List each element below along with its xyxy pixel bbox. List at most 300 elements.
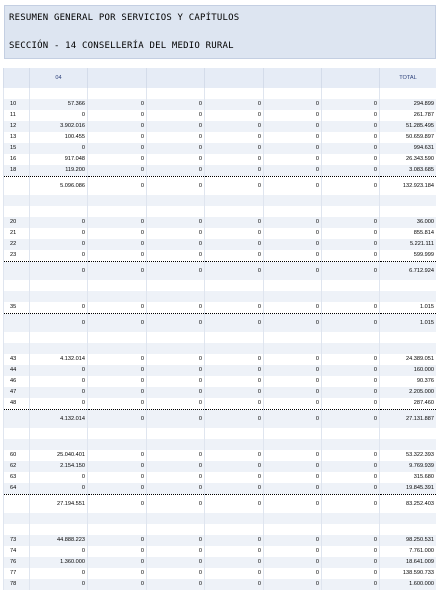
chapter-code-cell: 76 <box>4 557 30 568</box>
value-cell: 0 <box>205 165 264 177</box>
chapter-code-cell: 12 <box>4 121 30 132</box>
value-cell: 0 <box>264 132 322 143</box>
value-cell: 0 <box>88 354 147 365</box>
empty-cell <box>264 291 322 302</box>
value-cell: 0 <box>264 579 322 590</box>
table-row <box>4 365 437 376</box>
value-cell: 0 <box>322 535 380 546</box>
empty-cell <box>88 513 147 524</box>
value-cell: 0 <box>322 354 380 365</box>
total-cell: 138.590.733 <box>380 568 437 579</box>
chapter-code-cell: 44 <box>4 365 30 376</box>
value-cell: 0 <box>322 314 380 333</box>
total-cell: 50.659.897 <box>380 132 437 143</box>
empty-cell <box>205 88 264 99</box>
empty-cell <box>30 524 88 535</box>
empty-cell <box>88 280 147 291</box>
chapter-code-cell: 73 <box>4 535 30 546</box>
value-cell: 0 <box>205 472 264 483</box>
empty-cell <box>30 428 88 439</box>
value-cell: 0 <box>88 239 147 250</box>
value-cell: 0 <box>322 239 380 250</box>
value-cell: 0 <box>205 121 264 132</box>
value-cell: 0 <box>264 177 322 196</box>
empty-cell <box>205 513 264 524</box>
blank-row <box>4 332 437 343</box>
chapter-code-cell: 23 <box>4 250 30 262</box>
empty-cell <box>88 428 147 439</box>
table-row <box>4 398 437 410</box>
value-cell: 0 <box>147 568 205 579</box>
value-cell: 0 <box>88 579 147 590</box>
value-cell: 0 <box>147 239 205 250</box>
table-row <box>4 143 437 154</box>
table-row <box>4 239 437 250</box>
empty-cell <box>264 195 322 206</box>
header-col-3 <box>88 68 147 88</box>
empty-cell <box>4 343 30 354</box>
value-cell: 0 <box>88 546 147 557</box>
table-row <box>4 302 437 314</box>
value-cell: 0 <box>322 450 380 461</box>
subtotal-row <box>4 262 437 281</box>
empty-cell <box>264 88 322 99</box>
value-cell: 25.040.401 <box>30 450 88 461</box>
value-cell: 0 <box>88 450 147 461</box>
empty-cell <box>88 524 147 535</box>
table-row <box>4 472 437 483</box>
value-cell: 0 <box>88 365 147 376</box>
value-cell: 119.200 <box>30 165 88 177</box>
value-cell: 0 <box>205 365 264 376</box>
value-cell: 0 <box>88 495 147 514</box>
total-cell: 51.285.495 <box>380 121 437 132</box>
value-cell: 0 <box>88 398 147 410</box>
total-cell: 3.083.685 <box>380 165 437 177</box>
header-chapter <box>4 68 30 88</box>
empty-cell <box>322 291 380 302</box>
total-cell: 599.999 <box>380 250 437 262</box>
table-row <box>4 110 437 121</box>
value-cell: 0 <box>322 154 380 165</box>
blank-row <box>4 195 437 206</box>
value-cell: 0 <box>147 228 205 239</box>
value-cell: 0 <box>30 239 88 250</box>
table-row <box>4 535 437 546</box>
total-cell: 2.205.000 <box>380 387 437 398</box>
value-cell: 0 <box>205 398 264 410</box>
value-cell: 0 <box>147 165 205 177</box>
value-cell: 4.132.014 <box>30 354 88 365</box>
value-cell: 100.455 <box>30 132 88 143</box>
value-cell: 2.154.150 <box>30 461 88 472</box>
value-cell: 0 <box>88 557 147 568</box>
value-cell: 0 <box>88 250 147 262</box>
blank-row <box>4 343 437 354</box>
empty-cell <box>30 513 88 524</box>
value-cell: 0 <box>88 165 147 177</box>
value-cell: 0 <box>205 302 264 314</box>
value-cell: 0 <box>264 365 322 376</box>
table-row <box>4 557 437 568</box>
blank-row <box>4 291 437 302</box>
chapter-code-cell: 43 <box>4 354 30 365</box>
table-row <box>4 217 437 228</box>
total-cell: 5.221.111 <box>380 239 437 250</box>
empty-cell <box>322 206 380 217</box>
value-cell: 0 <box>205 154 264 165</box>
value-cell: 0 <box>88 376 147 387</box>
header-total: TOTAL <box>380 68 437 88</box>
empty-cell <box>322 195 380 206</box>
value-cell: 0 <box>147 132 205 143</box>
value-cell: 0 <box>205 568 264 579</box>
value-cell: 0 <box>30 250 88 262</box>
table-row <box>4 483 437 495</box>
table-row <box>4 546 437 557</box>
total-cell: 18.641.009 <box>380 557 437 568</box>
value-cell: 0 <box>88 110 147 121</box>
value-cell: 0 <box>322 165 380 177</box>
total-cell: 27.131.887 <box>380 410 437 429</box>
empty-cell <box>147 524 205 535</box>
empty-cell <box>30 439 88 450</box>
value-cell: 0 <box>30 568 88 579</box>
value-cell: 0 <box>322 546 380 557</box>
value-cell: 0 <box>30 143 88 154</box>
value-cell: 0 <box>264 314 322 333</box>
blank-row <box>4 428 437 439</box>
empty-cell <box>205 439 264 450</box>
chapter-code-cell: 74 <box>4 546 30 557</box>
empty-cell <box>322 280 380 291</box>
chapter-code-cell: 77 <box>4 568 30 579</box>
total-cell: 1.600.000 <box>380 579 437 590</box>
value-cell: 0 <box>322 557 380 568</box>
section-title: SECCIÓN - 14 CONSELLERÍA DEL MEDIO RURAL <box>9 41 234 51</box>
value-cell: 0 <box>30 398 88 410</box>
value-cell: 0 <box>30 365 88 376</box>
value-cell: 0 <box>264 302 322 314</box>
value-cell: 0 <box>264 483 322 495</box>
value-cell: 0 <box>322 250 380 262</box>
empty-cell <box>147 195 205 206</box>
value-cell: 0 <box>264 99 322 110</box>
empty-cell <box>322 513 380 524</box>
value-cell: 0 <box>147 110 205 121</box>
table-row <box>4 99 437 110</box>
value-cell: 0 <box>264 398 322 410</box>
value-cell: 0 <box>264 110 322 121</box>
value-cell: 0 <box>205 450 264 461</box>
empty-cell <box>4 280 30 291</box>
empty-cell <box>205 524 264 535</box>
chapter-code-cell: 78 <box>4 579 30 590</box>
chapter-code-cell: 18 <box>4 165 30 177</box>
empty-cell <box>147 439 205 450</box>
value-cell: 0 <box>322 568 380 579</box>
chapter-code-cell: 63 <box>4 472 30 483</box>
table-row <box>4 121 437 132</box>
value-cell: 0 <box>264 450 322 461</box>
empty-cell <box>4 513 30 524</box>
header-col-5 <box>205 68 264 88</box>
value-cell: 0 <box>30 387 88 398</box>
services-chapters-table <box>3 68 436 590</box>
empty-cell <box>322 88 380 99</box>
value-cell: 0 <box>147 154 205 165</box>
total-cell: 287.460 <box>380 398 437 410</box>
value-cell: 0 <box>264 495 322 514</box>
total-cell: 6.712.924 <box>380 262 437 281</box>
empty-cell <box>205 343 264 354</box>
empty-cell <box>205 332 264 343</box>
value-cell: 3.902.016 <box>30 121 88 132</box>
value-cell: 0 <box>88 143 147 154</box>
empty-cell <box>322 332 380 343</box>
total-cell: 261.787 <box>380 110 437 121</box>
value-cell: 0 <box>322 110 380 121</box>
value-cell: 0 <box>322 387 380 398</box>
report-header <box>4 5 436 59</box>
value-cell: 0 <box>264 165 322 177</box>
empty-cell <box>380 524 437 535</box>
value-cell: 0 <box>88 410 147 429</box>
value-cell: 0 <box>264 143 322 154</box>
value-cell: 0 <box>147 410 205 429</box>
value-cell: 0 <box>205 461 264 472</box>
empty-cell <box>4 332 30 343</box>
value-cell: 0 <box>147 398 205 410</box>
value-cell: 0 <box>147 250 205 262</box>
empty-cell <box>205 195 264 206</box>
value-cell: 27.194.551 <box>30 495 88 514</box>
empty-cell <box>380 332 437 343</box>
value-cell: 0 <box>30 314 88 333</box>
chapter-code-cell <box>4 410 30 429</box>
value-cell: 0 <box>88 99 147 110</box>
value-cell: 0 <box>147 302 205 314</box>
empty-cell <box>147 513 205 524</box>
value-cell: 0 <box>322 177 380 196</box>
value-cell: 0 <box>205 354 264 365</box>
value-cell: 0 <box>205 99 264 110</box>
chapter-code-cell: 47 <box>4 387 30 398</box>
value-cell: 0 <box>88 568 147 579</box>
value-cell: 0 <box>147 365 205 376</box>
empty-cell <box>30 291 88 302</box>
value-cell: 0 <box>147 546 205 557</box>
empty-cell <box>4 428 30 439</box>
empty-cell <box>88 206 147 217</box>
value-cell: 0 <box>88 472 147 483</box>
empty-cell <box>30 280 88 291</box>
value-cell: 0 <box>30 110 88 121</box>
chapter-code-cell: 35 <box>4 302 30 314</box>
table-row <box>4 165 437 177</box>
value-cell: 0 <box>30 217 88 228</box>
empty-cell <box>322 439 380 450</box>
empty-cell <box>30 343 88 354</box>
value-cell: 0 <box>322 121 380 132</box>
chapter-code-cell: 48 <box>4 398 30 410</box>
value-cell: 0 <box>147 450 205 461</box>
value-cell: 0 <box>322 228 380 239</box>
table-row <box>4 450 437 461</box>
table-header-row <box>4 68 437 88</box>
empty-cell <box>205 206 264 217</box>
empty-cell <box>264 428 322 439</box>
blank-row <box>4 524 437 535</box>
value-cell: 0 <box>322 262 380 281</box>
chapter-code-cell: 64 <box>4 483 30 495</box>
blank-row <box>4 280 437 291</box>
value-cell: 0 <box>88 228 147 239</box>
value-cell: 0 <box>147 461 205 472</box>
empty-cell <box>380 291 437 302</box>
empty-cell <box>264 332 322 343</box>
subtotal-row <box>4 495 437 514</box>
subtotal-row <box>4 410 437 429</box>
header-col-7 <box>322 68 380 88</box>
value-cell: 0 <box>322 579 380 590</box>
total-cell: 7.761.000 <box>380 546 437 557</box>
value-cell: 0 <box>322 461 380 472</box>
value-cell: 57.366 <box>30 99 88 110</box>
value-cell: 0 <box>264 217 322 228</box>
empty-cell <box>380 513 437 524</box>
empty-cell <box>147 343 205 354</box>
empty-cell <box>4 291 30 302</box>
empty-cell <box>147 88 205 99</box>
value-cell: 0 <box>147 579 205 590</box>
value-cell: 0 <box>322 376 380 387</box>
empty-cell <box>4 524 30 535</box>
report-title: RESUMEN GENERAL POR SERVICIOS Y CAPÍTULOS <box>9 13 240 23</box>
value-cell: 0 <box>264 535 322 546</box>
empty-cell <box>380 343 437 354</box>
table-row <box>4 387 437 398</box>
value-cell: 0 <box>205 110 264 121</box>
value-cell: 0 <box>88 461 147 472</box>
empty-cell <box>88 291 147 302</box>
table-container[interactable] <box>3 68 436 615</box>
value-cell: 0 <box>322 410 380 429</box>
value-cell: 0 <box>30 376 88 387</box>
value-cell: 0 <box>322 365 380 376</box>
value-cell: 0 <box>205 217 264 228</box>
value-cell: 0 <box>322 217 380 228</box>
value-cell: 0 <box>205 410 264 429</box>
total-cell: 53.322.393 <box>380 450 437 461</box>
value-cell: 0 <box>147 376 205 387</box>
empty-cell <box>380 439 437 450</box>
empty-cell <box>30 332 88 343</box>
value-cell: 0 <box>264 557 322 568</box>
header-service-04: 04 <box>30 68 88 88</box>
chapter-code-cell: 62 <box>4 461 30 472</box>
table-row <box>4 461 437 472</box>
value-cell: 917.048 <box>30 154 88 165</box>
empty-cell <box>264 280 322 291</box>
value-cell: 0 <box>30 228 88 239</box>
value-cell: 0 <box>264 546 322 557</box>
value-cell: 0 <box>88 217 147 228</box>
empty-cell <box>322 343 380 354</box>
empty-cell <box>4 206 30 217</box>
empty-cell <box>88 88 147 99</box>
chapter-code-cell <box>4 177 30 196</box>
value-cell: 0 <box>147 483 205 495</box>
value-cell: 0 <box>322 483 380 495</box>
total-cell: 26.343.590 <box>380 154 437 165</box>
empty-cell <box>147 206 205 217</box>
total-cell: 1.015 <box>380 314 437 333</box>
total-cell: 90.376 <box>380 376 437 387</box>
table-row <box>4 132 437 143</box>
value-cell: 0 <box>30 546 88 557</box>
empty-cell <box>4 195 30 206</box>
empty-cell <box>380 88 437 99</box>
value-cell: 44.888.223 <box>30 535 88 546</box>
value-cell: 0 <box>147 354 205 365</box>
value-cell: 0 <box>205 314 264 333</box>
value-cell: 0 <box>147 143 205 154</box>
value-cell: 0 <box>205 239 264 250</box>
value-cell: 0 <box>264 461 322 472</box>
empty-cell <box>322 524 380 535</box>
chapter-code-cell: 22 <box>4 239 30 250</box>
value-cell: 0 <box>88 121 147 132</box>
table-row <box>4 250 437 262</box>
value-cell: 0 <box>30 579 88 590</box>
header-col-6 <box>264 68 322 88</box>
empty-cell <box>264 513 322 524</box>
value-cell: 0 <box>147 387 205 398</box>
empty-cell <box>88 439 147 450</box>
value-cell: 0 <box>264 262 322 281</box>
empty-cell <box>147 291 205 302</box>
empty-cell <box>147 332 205 343</box>
total-cell: 855.814 <box>380 228 437 239</box>
value-cell: 0 <box>147 177 205 196</box>
value-cell: 0 <box>264 154 322 165</box>
value-cell: 0 <box>205 557 264 568</box>
value-cell: 0 <box>147 99 205 110</box>
table-row <box>4 228 437 239</box>
empty-cell <box>264 343 322 354</box>
value-cell: 0 <box>205 177 264 196</box>
value-cell: 0 <box>147 557 205 568</box>
blank-row <box>4 513 437 524</box>
value-cell: 0 <box>322 472 380 483</box>
value-cell: 1.360.000 <box>30 557 88 568</box>
chapter-code-cell: 16 <box>4 154 30 165</box>
total-cell: 315.680 <box>380 472 437 483</box>
value-cell: 0 <box>205 376 264 387</box>
total-cell: 83.252.403 <box>380 495 437 514</box>
empty-cell <box>88 195 147 206</box>
chapter-code-cell: 21 <box>4 228 30 239</box>
empty-cell <box>322 428 380 439</box>
value-cell: 0 <box>147 121 205 132</box>
total-cell: 98.250.531 <box>380 535 437 546</box>
chapter-code-cell: 15 <box>4 143 30 154</box>
value-cell: 0 <box>264 568 322 579</box>
value-cell: 0 <box>88 483 147 495</box>
value-cell: 0 <box>205 228 264 239</box>
value-cell: 0 <box>88 535 147 546</box>
